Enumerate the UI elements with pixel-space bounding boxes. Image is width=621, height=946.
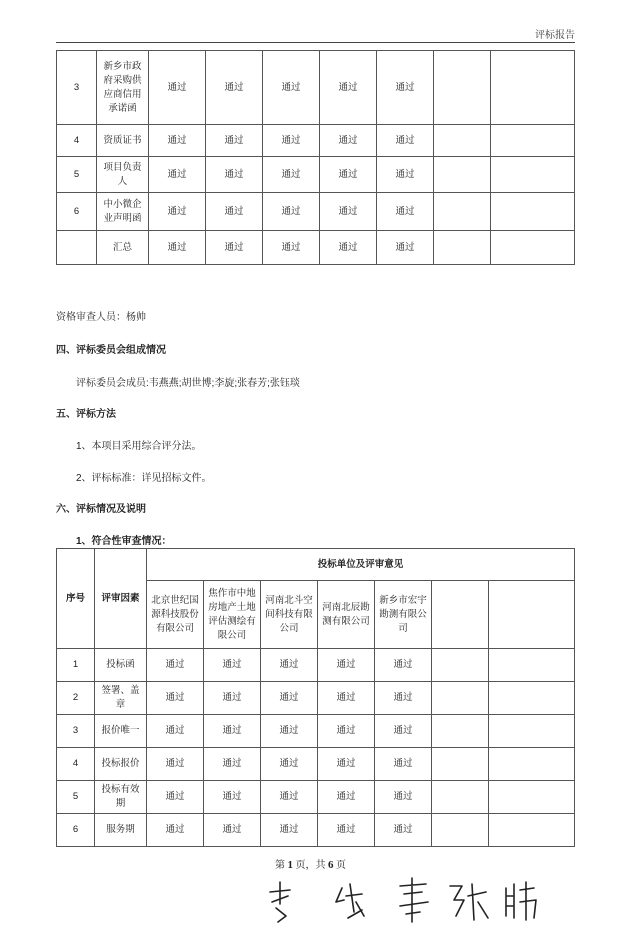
table-row [57,715,575,748]
table-row [57,748,575,781]
section4-heading: 四、评标委员会组成情况 [56,345,166,356]
result-cell: 通过 [206,125,263,157]
result-cell: 通过 [377,51,434,125]
result-cell: 通过 [261,682,318,715]
result-cell: 通过 [320,193,377,231]
result-cell [489,781,575,814]
result-cell: 通过 [204,649,261,682]
review-item: 项目负责人 [97,157,149,193]
footer-suffix: 页 [336,860,346,871]
result-cell: 通过 [375,682,432,715]
result-cell: 通过 [263,125,320,157]
footer-mid: 页，共 [295,860,326,871]
result-cell: 通过 [263,231,320,265]
row-number: 3 [57,51,97,125]
conformity-review-table [56,548,575,847]
result-cell: 通过 [320,51,377,125]
review-factor: 签署、盖章 [95,682,147,715]
section5-heading: 五、评标方法 [56,409,116,420]
result-cell: 通过 [261,715,318,748]
result-cell [489,649,575,682]
qualification-reviewer: 资格审查人员：杨帅 [56,312,146,323]
result-cell [491,193,575,231]
result-cell: 通过 [318,781,375,814]
bidder-name: 北京世纪国源科技股份有限公司 [147,581,204,649]
method-item-2: 2、评标标准：详见招标文件。 [76,473,212,484]
result-cell: 通过 [149,125,206,157]
row-number: 4 [57,125,97,157]
result-cell: 通过 [318,748,375,781]
result-cell [491,231,575,265]
bidder-name [432,581,489,649]
result-cell [434,125,491,157]
result-cell [489,814,575,847]
review-factor: 投标报价 [95,748,147,781]
result-cell [491,51,575,125]
row-number: 5 [57,157,97,193]
committee-members: 评标委员会成员:韦燕燕;胡世博;李旋;张春芳;张钰琰 [76,378,300,389]
result-cell [434,231,491,265]
result-cell: 通过 [263,157,320,193]
bidder-name: 新乡市宏宇勘测有限公司 [375,581,432,649]
table-row [57,682,575,715]
result-cell [434,193,491,231]
row-number: 6 [57,814,95,847]
review-factor: 服务期 [95,814,147,847]
result-cell: 通过 [147,748,204,781]
result-cell: 通过 [377,157,434,193]
result-cell [489,715,575,748]
table-row [57,814,575,847]
result-cell: 通过 [204,682,261,715]
method-item-1: 1、本项目采用综合评分法。 [76,441,202,452]
result-cell [491,157,575,193]
result-cell: 通过 [206,231,263,265]
result-cell: 通过 [318,715,375,748]
result-cell: 通过 [206,51,263,125]
col-header-bidders-group: 投标单位及评审意见 [147,549,575,581]
result-cell: 通过 [261,814,318,847]
result-cell: 通过 [149,231,206,265]
result-cell: 通过 [318,649,375,682]
row-number: 6 [57,193,97,231]
result-cell: 通过 [375,715,432,748]
result-cell [432,748,489,781]
result-cell: 通过 [206,193,263,231]
header-rule [56,42,575,43]
table-row [57,125,575,157]
result-cell: 通过 [147,781,204,814]
result-cell: 通过 [206,157,263,193]
result-cell [432,814,489,847]
result-cell: 通过 [204,715,261,748]
result-cell: 通过 [149,193,206,231]
result-cell: 通过 [375,814,432,847]
result-cell [434,51,491,125]
row-number: 1 [57,649,95,682]
table-row [57,193,575,231]
bidder-name: 河南北辰勘测有限公司 [318,581,375,649]
header-title: 评标报告 [535,30,575,41]
result-cell: 通过 [263,193,320,231]
result-cell: 通过 [147,814,204,847]
result-cell: 通过 [261,748,318,781]
table-row [57,649,575,682]
row-number: 5 [57,781,95,814]
qualification-table-continued [56,50,575,265]
result-cell: 通过 [375,781,432,814]
review-item: 资质证书 [97,125,149,157]
table-row [57,157,575,193]
result-cell: 通过 [147,715,204,748]
result-cell: 通过 [147,649,204,682]
result-cell [432,715,489,748]
result-cell: 通过 [377,231,434,265]
result-cell: 通过 [320,157,377,193]
result-cell [432,649,489,682]
review-factor: 报价唯一 [95,715,147,748]
col-header-factor: 评审因素 [95,549,147,649]
result-cell: 通过 [263,51,320,125]
review-item: 新乡市政府采购供应商信用承诺函 [97,51,149,125]
footer-total: 6 [328,859,334,871]
result-cell: 通过 [377,193,434,231]
footer-prefix: 第 [275,860,285,871]
result-cell: 通过 [377,125,434,157]
section6-sub1: 1、符合性审查情况： [76,536,172,547]
result-cell: 通过 [318,682,375,715]
result-cell [432,781,489,814]
row-number: 3 [57,715,95,748]
result-cell: 通过 [320,125,377,157]
result-cell: 通过 [318,814,375,847]
table-row [57,51,575,125]
row-number [57,231,97,265]
review-factor: 投标函 [95,649,147,682]
result-cell: 通过 [147,682,204,715]
result-cell [432,682,489,715]
col-header-no: 序号 [57,549,95,649]
bidder-name [489,581,575,649]
result-cell: 通过 [261,649,318,682]
handwritten-signatures [250,872,550,932]
review-item: 汇总 [97,231,149,265]
result-cell [434,157,491,193]
result-cell: 通过 [149,51,206,125]
result-cell [491,125,575,157]
result-cell: 通过 [375,649,432,682]
result-cell [489,682,575,715]
result-cell: 通过 [204,814,261,847]
review-item: 中小微企业声明函 [97,193,149,231]
row-number: 4 [57,748,95,781]
table-row [57,231,575,265]
result-cell: 通过 [204,748,261,781]
result-cell: 通过 [204,781,261,814]
bidder-name: 焦作市中地房地产土地评估测绘有限公司 [204,581,261,649]
section6-heading: 六、评标情况及说明 [56,504,146,515]
review-factor: 投标有效期 [95,781,147,814]
result-cell [489,748,575,781]
result-cell: 通过 [149,157,206,193]
row-number: 2 [57,682,95,715]
bidder-name: 河南北斗空间科技有限公司 [261,581,318,649]
result-cell: 通过 [375,748,432,781]
table-row [57,781,575,814]
result-cell: 通过 [261,781,318,814]
footer-page: 1 [287,859,293,871]
page-footer [0,856,621,871]
result-cell: 通过 [320,231,377,265]
